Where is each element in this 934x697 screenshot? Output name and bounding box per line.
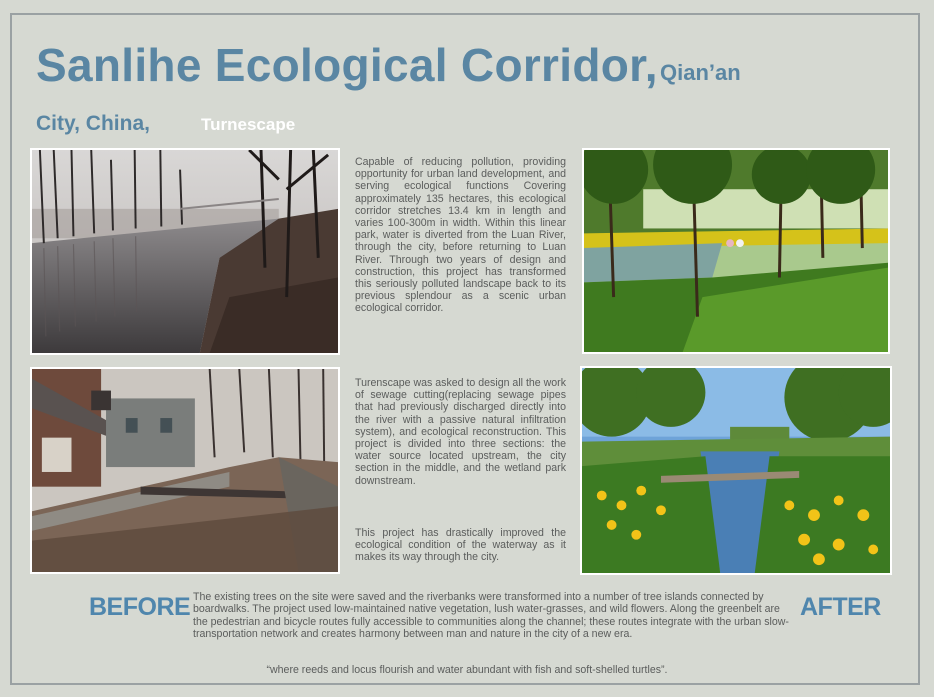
after-photo-park <box>582 148 890 354</box>
description-paragraph: Capable of reducing pollution, providing opportunity for urban land development, and serving ecological functions Covering approximately 135 hectares, this ecological corridor stretches 13.4 km in length and varies 100-300m in width. Within this linear park, water is diverted from the Luan River, through the city, before returning to Luan River. Through two years of design and construction, this project has transformed this seriously polluted landscape back to its previous splendour as a scenic urban ecological corridor. <box>355 156 566 315</box>
before-photo-river <box>30 148 340 355</box>
before-label: BEFORE <box>89 593 191 621</box>
after-label: AFTER <box>800 593 881 621</box>
footer-paragraph: The existing trees on the site were saved and the riverbanks were transformed into a number of tree islands connected by boardwalks. The project used low-maintained native vegetation, lush water-grasses, and wild flowers. Along the greenbelt are the pedestrian and bicycle routes fully accessible to communities along the channel; these routes integrate with the urban slow-transportation network and creates harmony between man and nature in the city of a new era. <box>193 591 789 640</box>
subtitle-location: City, China, <box>36 112 150 135</box>
footer-quote: “where reeds and locus flourish and water abundant with fish and soft-shelled turtles”. <box>266 664 668 676</box>
before-photo-channel <box>30 367 340 574</box>
firm-name: Turnescape <box>201 115 296 134</box>
scope-paragraph: Turenscape was asked to design all the work of sewage cutting(replacing sewage pipes that had previously discharged directly into the river with a passive natural infiltration system), and ecological reconstruction. This project is divided into three sections: the water source located upstream, the city section in the middle, and the wetland park downstream. <box>355 377 567 487</box>
outcome-paragraph: This project has drastically improved the ecological condition of the waterway as it makes its way through the city. <box>355 527 566 564</box>
page-title: Sanlihe Ecological Corridor, <box>36 39 658 91</box>
after-photo-wetland <box>580 366 892 575</box>
title-location: Qian’an <box>660 60 741 85</box>
